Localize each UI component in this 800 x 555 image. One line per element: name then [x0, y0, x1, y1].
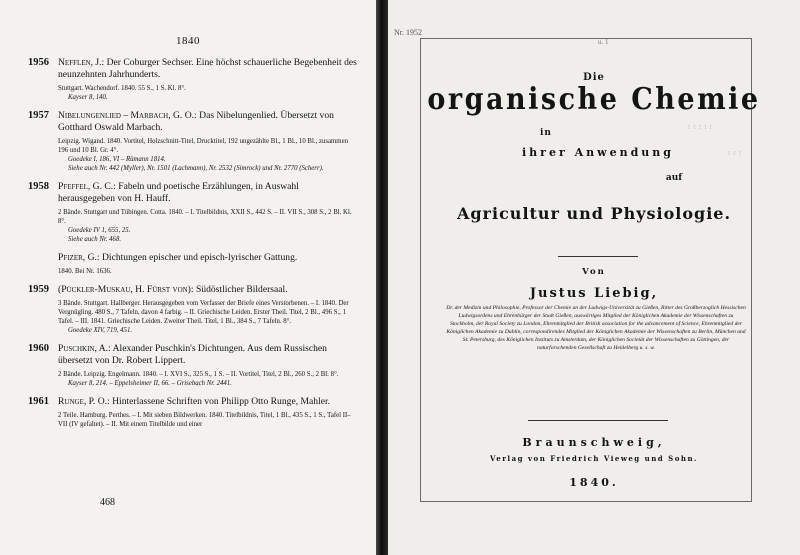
entry-author: Pfeffel, G. C.: [58, 181, 116, 192]
entry-title: Südöstlicher Bildersaal. [195, 284, 288, 295]
author-credentials: Dr. der Medizin und Philosophie, Professor der Chemie an der Ludwigs-Universität zu Gießen, Ritter des Großherzoglich Hessischen Ludwigsordens und Ehrenbürger der Stadt Gießen, auswärtiges Mitglied der Königlichen Akademie der Wissenschaften zu Stockholm, der Royal Society zu London, Ehrenmitglied der British association for the advancement of Science, Ehrenmitglied der Königlichen Akademie zu Dublin, correspondirendes Mitglied der Königlichen Akademie der Wissenschaften zu Berlin, München und St. Petersburg, des Königlichen Instituts zu Amsterdam, der Königlichen Societät der Wissenschaften zu Göttingen, der naturforschenden Gesellschaft zu Heidelberg u. s. w. [446, 305, 746, 351]
publication-year: 1840. [569, 476, 619, 489]
entry-author: Puschkin, A.: [58, 343, 111, 354]
entry-heading [58, 52, 358, 81]
entry-heading [58, 391, 358, 408]
title-in: in [540, 128, 552, 138]
entry-reference: Siehe auch Nr. 442 (Myller), Nr. 1501 (Lachmann), Nr. 2532 (Simrock) und Nr. 2770 (Scherr). [68, 165, 324, 172]
right-page-title-facsimile [388, 0, 800, 555]
entry-reference: Goedeke I, 186, VI – Rümann 1814. [68, 156, 166, 163]
bibliography-entry [58, 247, 358, 279]
publisher: Verlag von Friedrich Vieweg und Sohn. [490, 454, 698, 463]
entry-reference: Goedeke XIV, 719, 451. [68, 327, 133, 334]
entry-title: Der Coburger Sechser. Eine höchst schauerliche Begebenheit des neunzehnten Jahrhunderts. [58, 57, 357, 80]
bibliography-entry [28, 105, 358, 176]
title-article: Die [583, 72, 605, 83]
entry-bibliographic-detail: 3 Bände. Stuttgart. Hallberger. Herausgegeben vom Verfasser der Briefe eines Verstorbenen. – I. 1840. Der Vergnügling. 480 S., 7 Tafeln, davon 4 farbig. – II. Griechische Leiden. Erster Theil. Titel, 2 Bl., 496 S., 1 Tafel. – III. 1841. Griechische Leiden. Zweiter Theil. Titel, 1 Bl., 384 S., 7 Tafeln. 8°. [58, 300, 349, 325]
running-head-year: 1840 [176, 35, 200, 47]
entry-heading [58, 247, 358, 264]
page-number: 468 [100, 497, 115, 508]
entry-bibliographic-detail: 2 Bände. Stuttgart und Tübingen. Cotta. 1840. – I. Titelbildnis, XXII S., 442 S. – II. VII S., 308 S., 2 Bl. Kl. 8°. [58, 209, 352, 225]
divider-rule [528, 420, 668, 421]
entry-heading [58, 279, 358, 296]
entry-author: Runge, P. O.: [58, 396, 110, 407]
bibliography-entry [28, 279, 358, 338]
entry-reference: Siehe auch Nr. 468. [68, 236, 122, 243]
catalogue-number-label: Nr. 1952 [394, 28, 422, 37]
entry-number: 1957 [28, 110, 49, 121]
entry-author: Nefflen, J.: [58, 57, 105, 68]
entry-number: 1959 [28, 284, 49, 295]
entry-number: 1960 [28, 343, 49, 354]
entry-number: 1956 [28, 57, 49, 68]
book-subtitle: Agricultur und Physiologie. [456, 204, 732, 223]
book-author: Justus Liebig, [529, 286, 659, 301]
show-through-text: ⁝ ⁝ ⁝ ⁝ ⁝ [688, 125, 713, 131]
entry-heading [58, 338, 358, 367]
entry-author: (Pückler-Muskau, H. Fürst von): [58, 284, 194, 295]
entry-title: Das Nibelungenlied. Übersetzt von Gotthard Oswald Marbach. [58, 110, 334, 133]
entry-title: Alexander Puschkin's Dichtungen. Aus dem Russischen übersetzt von Dr. Robert Lippert. [58, 343, 327, 366]
bibliography-entry [28, 176, 358, 247]
entry-number: 1958 [28, 181, 49, 192]
bibliography-entries [28, 52, 358, 432]
title-von: Von [582, 267, 606, 277]
bibliography-entry [28, 391, 358, 432]
bibliography-entry [28, 52, 358, 105]
entry-title: Fabeln und poetische Erzählungen, in Auswahl herausgegeben von H. Hauff. [58, 181, 299, 204]
book-gutter [376, 0, 388, 555]
entry-bibliographic-detail: Leipzig. Wigand. 1840. Vortitel, Holzschnitt-Titel, Drucktitel, 192 ungezählte Bl., 1 Bl., 10 Bl., zusammen 196 und 10 Bl. Gr. 4°. [58, 138, 349, 154]
entry-heading [58, 176, 358, 205]
entry-title: Dichtungen epischer und episch-lyrischer Gattung. [101, 252, 298, 263]
left-page [0, 0, 376, 555]
entry-bibliographic-detail: 1840. Bei Nr. 1636. [58, 268, 112, 275]
entry-reference: Goedeke IV 1, 655, 25. [68, 227, 131, 234]
publication-city: Braunschweig, [522, 436, 666, 449]
entry-bibliographic-detail: 2 Teile. Hamburg. Perthes. – I. Mit sieben Bildwerken. 1840. Titelbildnis, Titel, 1 Bl., 435 S., 1 S., Tafel II–VII (IV gefaltet). – II. Mit einem Titelbilde und einer [58, 412, 351, 428]
entry-title: Hinterlassene Schriften von Philipp Otto Runge, Mahler. [112, 396, 331, 407]
book-title: organische Chemie [427, 82, 761, 117]
entry-author: Nibelungenlied – Marbach, G. O.: [58, 110, 197, 121]
show-through-text: ⁝ ⁝ ⁝ [728, 151, 742, 157]
title-auf: auf [665, 173, 683, 183]
divider-rule [558, 256, 638, 257]
entry-author: Pfizer, G.: [58, 252, 100, 263]
title-application: ihrer Anwendung [522, 146, 674, 159]
bibliography-entry [28, 338, 358, 391]
entry-heading [58, 105, 358, 134]
entry-bibliographic-detail: Stuttgart. Wachendorf. 1840. 55 S., 1 S. Kl. 8°. [58, 85, 186, 92]
entry-reference: Kayser 8, 214. – Eppelsheimer II, 66. – Grisebach Nr. 2441. [68, 380, 232, 387]
library-stamp: u. 1 [598, 38, 609, 46]
entry-bibliographic-detail: 2 Bände. Leipzig. Engelmann. 1840. – I. XVI S., 325 S., 1 S. – II. Vortitel, Titel, 2 Bl., 260 S., 2 Bl. 8°. [58, 371, 339, 378]
entry-number: 1961 [28, 396, 49, 407]
entry-reference: Kayser 8, 140. [68, 94, 108, 101]
